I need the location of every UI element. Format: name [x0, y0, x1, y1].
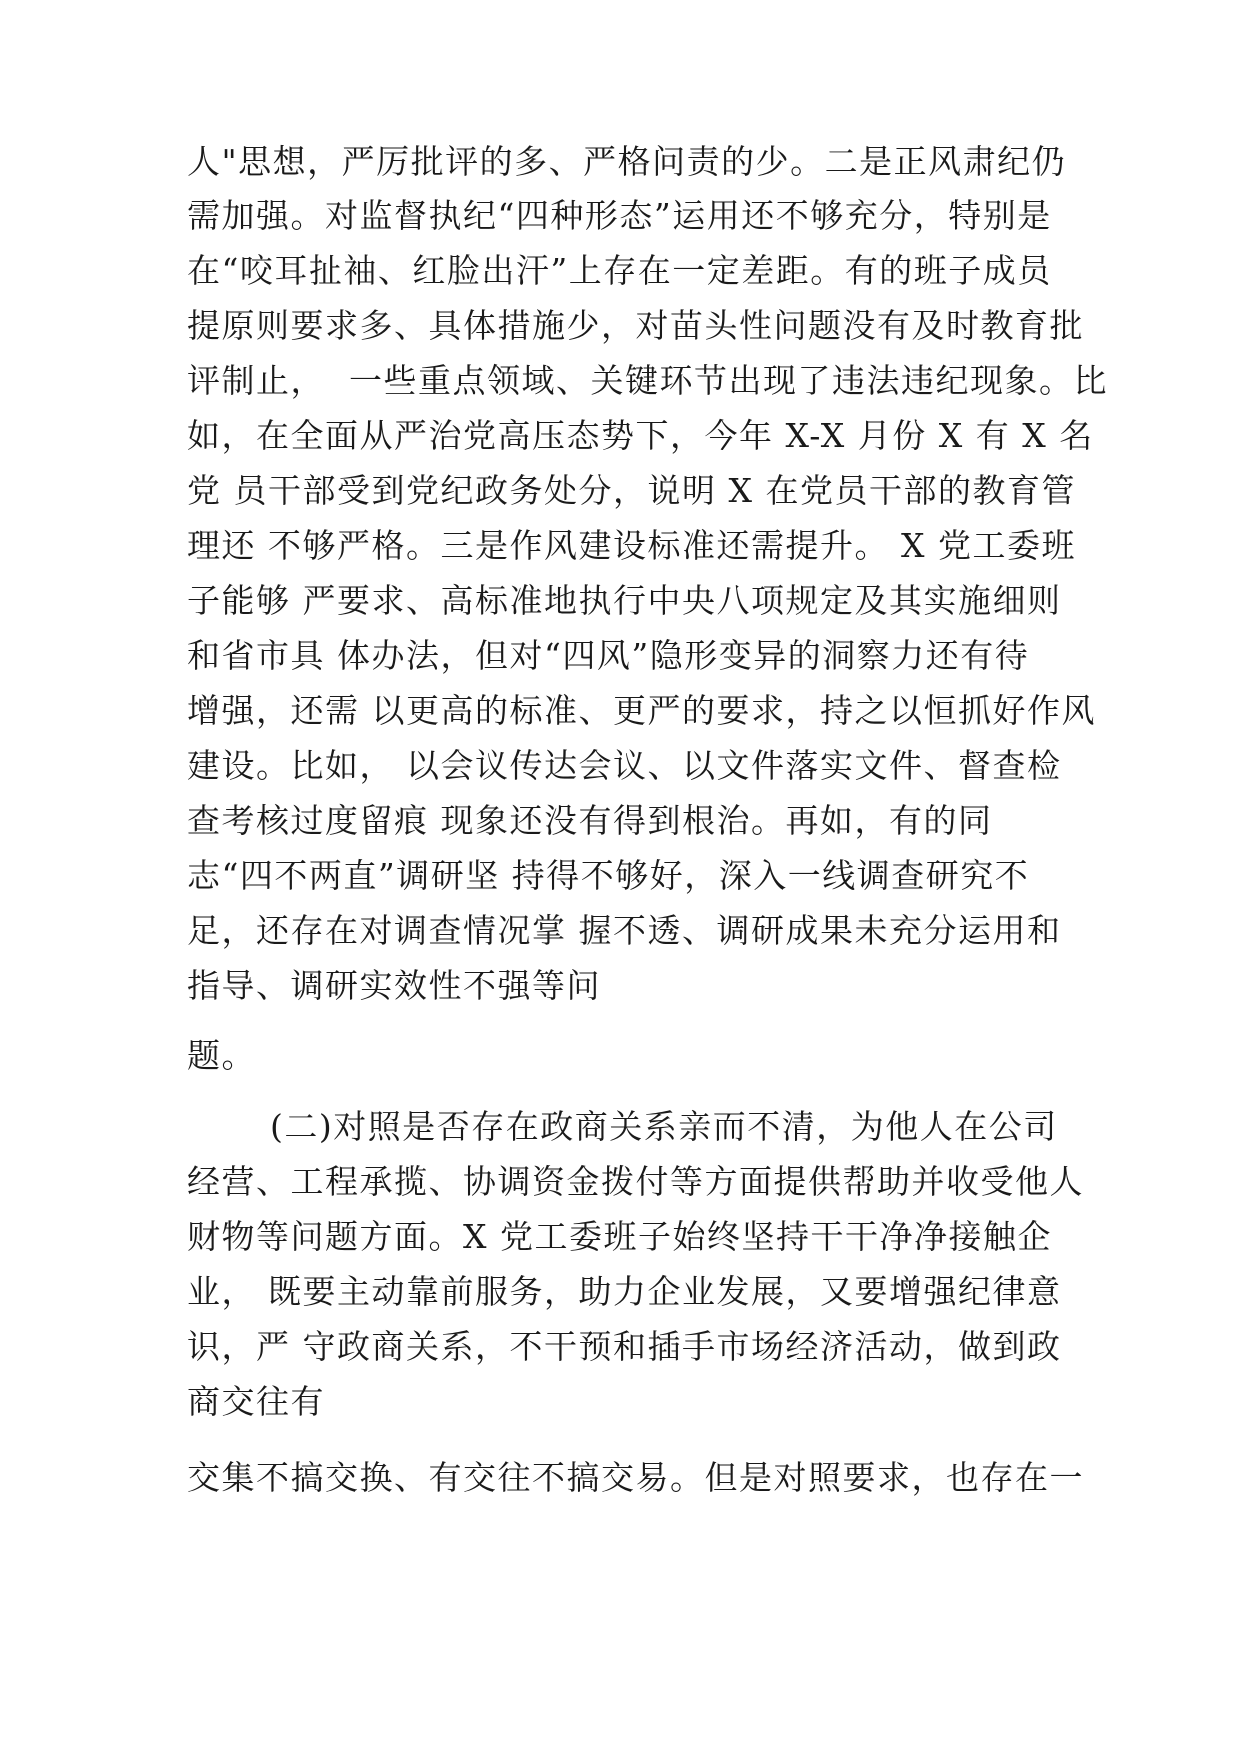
text-line: 人"思想，严厉批评的多、严格问责的少。二是正风肃纪仍 [187, 142, 1067, 181]
text-line: 理还 不够严格。三是作风建设标准还需提升。 X 党工委班 [187, 526, 1076, 565]
text-line: 评制止， 一些重点领域、关键环节出现了违法违纪现象。比 [187, 361, 1108, 400]
text-line: 建设。比如， 以会议传达会议、以文件落实文件、督查检 [187, 746, 1062, 785]
text-line: 提原则要求多、具体措施少，对苗头性问题没有及时教育批 [187, 306, 1084, 345]
text-line: 题。 [187, 1036, 256, 1075]
text-line: 查考核过度留痕 现象还没有得到根治。再如，有的同 [187, 801, 993, 840]
text-line: 志“四不两直”调研坚 持得不够好，深入一线调查研究不 [187, 856, 1030, 895]
text-line: 经营、工程承揽、协调资金拨付等方面提供帮助并收受他人 [187, 1162, 1084, 1201]
text-line: 足，还存在对调查情况掌 握不透、调研成果未充分运用和 [187, 911, 1062, 950]
text-line: 商交往有 [187, 1382, 325, 1421]
text-line: 识，严 守政商关系，不干预和插手市场经济活动，做到政 [187, 1327, 1062, 1366]
text-line: 业， 既要主动靠前服务，助力企业发展，又要增强纪律意 [187, 1272, 1062, 1311]
text-line: 党 员干部受到党纪政务处分，说明 X 在党员干部的教育管 [187, 471, 1076, 510]
text-line: 子能够 严要求、高标准地执行中央八项规定及其实施细则 [187, 581, 1062, 620]
text-line: 需加强。对监督执纪“四种形态”运用还不够充分，特别是 [187, 196, 1052, 235]
text-line: 和省市具 体办法，但对“四风”隐形变异的洞察力还有待 [187, 636, 1030, 675]
text-line: 指导、调研实效性不强等问 [187, 966, 601, 1005]
text-line: 在“咬耳扯袖、红脸出汗”上存在一定差距。有的班子成员 [187, 251, 1052, 290]
section-heading-line: (二)对照是否存在政商关系亲而不清，为他人在公司 [270, 1107, 1058, 1146]
text-line: 增强，还需 以更高的标准、更严的要求，持之以恒抓好作风 [187, 691, 1096, 730]
text-line: 如，在全面从严治党高压态势下，今年 X-X 月份 X 有 X 名 [187, 416, 1094, 455]
text-line: 交集不搞交换、有交往不搞交易。但是对照要求，也存在一 [187, 1458, 1084, 1497]
text-line: 财物等问题方面。X 党工委班子始终坚持干干净净接触企 [187, 1217, 1052, 1256]
